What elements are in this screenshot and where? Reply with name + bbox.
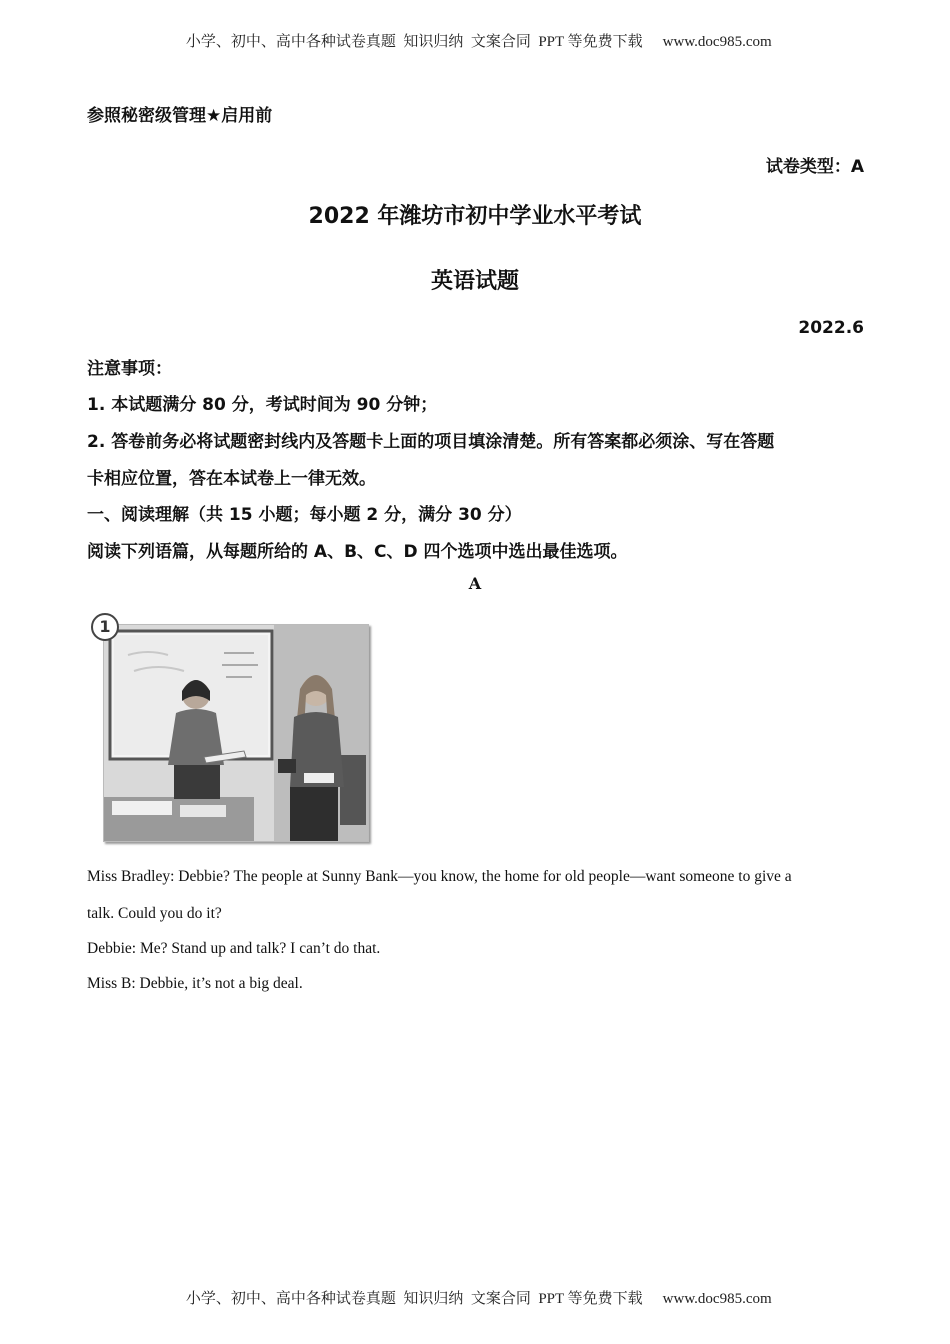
footer-text: 小学、初中、高中各种试卷真题 知识归纳 文案合同 PPT 等免费下载 — [185, 1291, 643, 1307]
dialogue-line-2: Debbie: Me? Stand up and talk? I can’t do that. — [87, 940, 381, 957]
classroom-photo — [103, 624, 369, 842]
dialogue-line-3: Miss B: Debbie, it’s not a big deal. — [87, 975, 303, 992]
secrecy-label: 参照秘密级管理★启用前 — [87, 106, 273, 126]
exam-date: 2022.6 — [798, 318, 864, 338]
classroom-illustration — [104, 625, 368, 841]
header-url[interactable]: www.doc985.com — [662, 34, 772, 50]
page-footer — [0, 1270, 950, 1308]
paper-type: 试卷类型：A — [765, 157, 864, 177]
page-header — [0, 13, 950, 51]
notice-item-1: 1. 本试题满分 80 分，考试时间为 90 分钟； — [87, 395, 438, 415]
dialogue-line-1: Miss Bradley: Debbie? The people at Sunny Bank—you know, the home for old people—want someone to give a — [87, 868, 792, 885]
section-instruction: 阅读下列语篇，从每题所给的 A、B、C、D 四个选项中选出最佳选项。 — [87, 542, 628, 562]
figure-number-badge: 1 — [91, 613, 119, 641]
dialogue-line-1-cont: talk. Could you do it? — [87, 905, 222, 922]
header-text: 小学、初中、高中各种试卷真题 知识归纳 文案合同 PPT 等免费下载 — [185, 34, 643, 50]
footer-url[interactable]: www.doc985.com — [662, 1291, 772, 1307]
passage-label: A — [468, 574, 482, 593]
notice-item-2: 2. 答卷前务必将试题密封线内及答题卡上面的项目填涂清楚。所有答案都必须涂、写在答题 — [87, 432, 775, 452]
notice-item-2-cont: 卡相应位置，答在本试卷上一律无效。 — [87, 469, 376, 489]
section-heading: 一、阅读理解（共 15 小题；每小题 2 分，满分 30 分） — [87, 505, 522, 525]
page-title: 2022 年潍坊市初中学业水平考试 — [308, 204, 642, 229]
page-subtitle: 英语试题 — [430, 269, 519, 294]
notice-heading: 注意事项： — [87, 359, 172, 379]
